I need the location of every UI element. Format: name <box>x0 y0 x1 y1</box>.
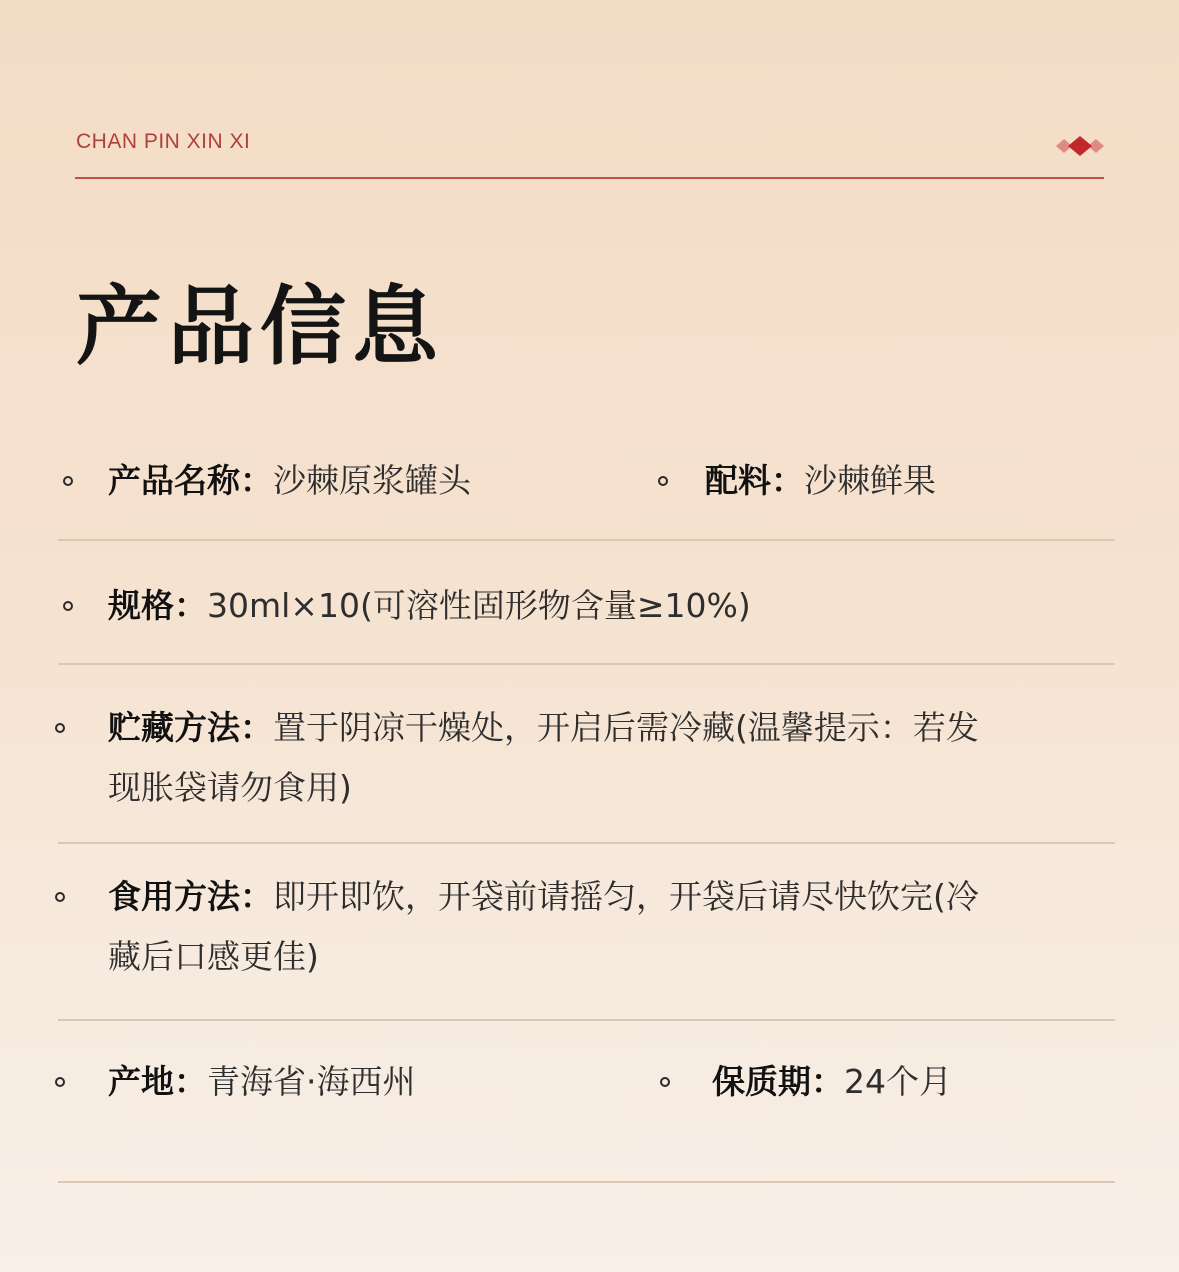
bullet-icon <box>660 1077 670 1087</box>
english-header: CHAN PIN XIN XI <box>76 130 251 153</box>
ingredients-label: 配料： <box>705 461 804 500</box>
bullet-icon <box>658 476 668 486</box>
header-rule <box>75 177 1104 179</box>
bullet-icon <box>55 1077 65 1087</box>
product-name-value: 沙棘原浆罐头 <box>273 461 471 500</box>
row-divider <box>58 842 1115 844</box>
usage-label: 食用方法： <box>108 877 273 916</box>
origin-item <box>108 1052 416 1112</box>
bullet-icon <box>63 476 73 486</box>
shelf-life-value: 24个月 <box>844 1062 952 1101</box>
row-divider <box>58 663 1115 665</box>
usage-value-line1: 即开即饮，开袋前请摇匀，开袋后请尽快饮完(冷 <box>273 877 979 916</box>
spec-value: 30ml×10(可溶性固形物含量≥10%) <box>207 586 751 625</box>
storage-value-line2: 现胀袋请勿食用) <box>108 768 352 807</box>
storage-item-continued <box>108 758 352 818</box>
spec-label: 规格： <box>108 586 207 625</box>
product-name-label: 产品名称： <box>108 461 273 500</box>
diamond-ornament-icon <box>1054 135 1106 157</box>
storage-label: 贮藏方法： <box>108 708 273 747</box>
bullet-icon <box>63 601 73 611</box>
origin-value: 青海省·海西州 <box>207 1062 416 1101</box>
shelf-life-label: 保质期： <box>712 1062 844 1101</box>
spec-item <box>108 576 751 636</box>
row-divider <box>58 1019 1115 1021</box>
product-name-item <box>108 451 471 511</box>
storage-value-line1: 置于阴凉干燥处，开启后需冷藏(温馨提示：若发 <box>273 708 979 747</box>
usage-item <box>108 867 979 927</box>
shelf-life-item <box>712 1052 952 1112</box>
bullet-icon <box>55 892 65 902</box>
usage-value-line2: 藏后口感更佳) <box>108 937 319 976</box>
row-divider <box>58 1181 1115 1183</box>
row-divider <box>58 539 1115 541</box>
usage-item-continued <box>108 927 319 987</box>
storage-item <box>108 698 979 758</box>
page-title: 产品信息 <box>76 277 444 377</box>
ingredients-item <box>705 451 936 511</box>
ingredients-value: 沙棘鲜果 <box>804 461 936 500</box>
bullet-icon <box>55 723 65 733</box>
origin-label: 产地： <box>108 1062 207 1101</box>
